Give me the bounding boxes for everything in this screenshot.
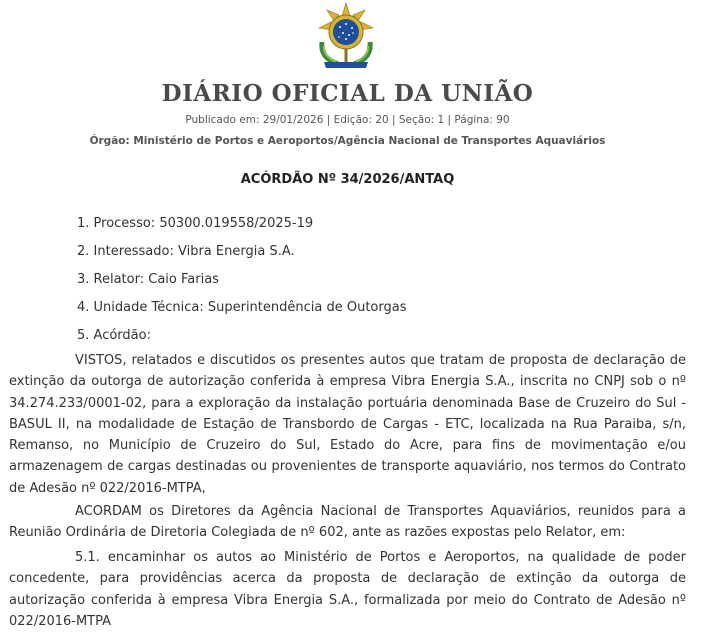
publication-info: Publicado em: 29/01/2026 | Edição: 20 | Seção: 1 | Página: 90 xyxy=(185,114,510,126)
item-acordao: 5. Acórdão: xyxy=(77,328,151,343)
acordam-lead: ACORDAM xyxy=(75,504,142,519)
vistos-lead: VISTOS, xyxy=(75,353,127,368)
act-title: ACÓRDÃO Nº 34/2026/ANTAQ xyxy=(240,172,455,187)
acordam-text: os Diretores da Agência Nacional de Transportes Aquaviários, reunidos para a Reunião Ordinária de Diretoria Colegiada de nº 602, ante as razões expostas pelo Relator, em: xyxy=(9,504,686,541)
gazette-title: DIÁRIO OFICIAL DA UNIÃO xyxy=(161,80,534,107)
item51-text: encaminhar os autos ao Ministério de Portos e Aeroportos, na qualidade de poder concedente, para providências acerca da proposta de declaração de extinção da outorga de autorização conferida à empresa Vibra Energia S.A., formalizada por meio do Contrato de Adesão nº 022/2016-MTPA xyxy=(9,550,686,629)
item-unidade-tecnica: 4. Unidade Técnica: Superintendência de Outorgas xyxy=(77,300,407,315)
vistos-text: relatados e discutidos os presentes autos que tratam de proposta de declaração de extinção da outorga de autorização conferida à empresa Vibra Energia S.A., inscrita no CNPJ sob o nº 34.274.233/0001-02, para a exploração da instalação portuária denominada Base de Cruzeiro do Sul - BASUL II, na modalidade de Estação de Transbordo de Cargas - ETC, localizada na Rua Paraiba, s/n, Remanso, no Município de Cruzeiro do Sul, Estado do Acre, para fins de movimentação e/ou armazenagem de cargas destinadas ou provenientes de transporte aquaviário, nos termos do Contrato de Adesão nº 022/2016-MTPA, xyxy=(9,353,686,496)
item-interessado: 2. Interessado: Vibra Energia S.A. xyxy=(77,244,295,259)
item51-lead: 5.1. xyxy=(75,550,100,565)
paragraph-item-5-1 xyxy=(9,547,686,632)
paragraph-acordam xyxy=(9,501,686,544)
issuing-agency: Órgão: Ministério de Portos e Aeroportos/Agência Nacional de Transportes Aquaviários xyxy=(89,135,606,147)
item-relator: 3. Relator: Caio Farias xyxy=(77,272,219,287)
item-processo: 1. Processo: 50300.019558/2025-19 xyxy=(77,216,314,231)
paragraph-vistos xyxy=(9,350,686,499)
brazil-coat-of-arms-icon xyxy=(310,2,382,70)
